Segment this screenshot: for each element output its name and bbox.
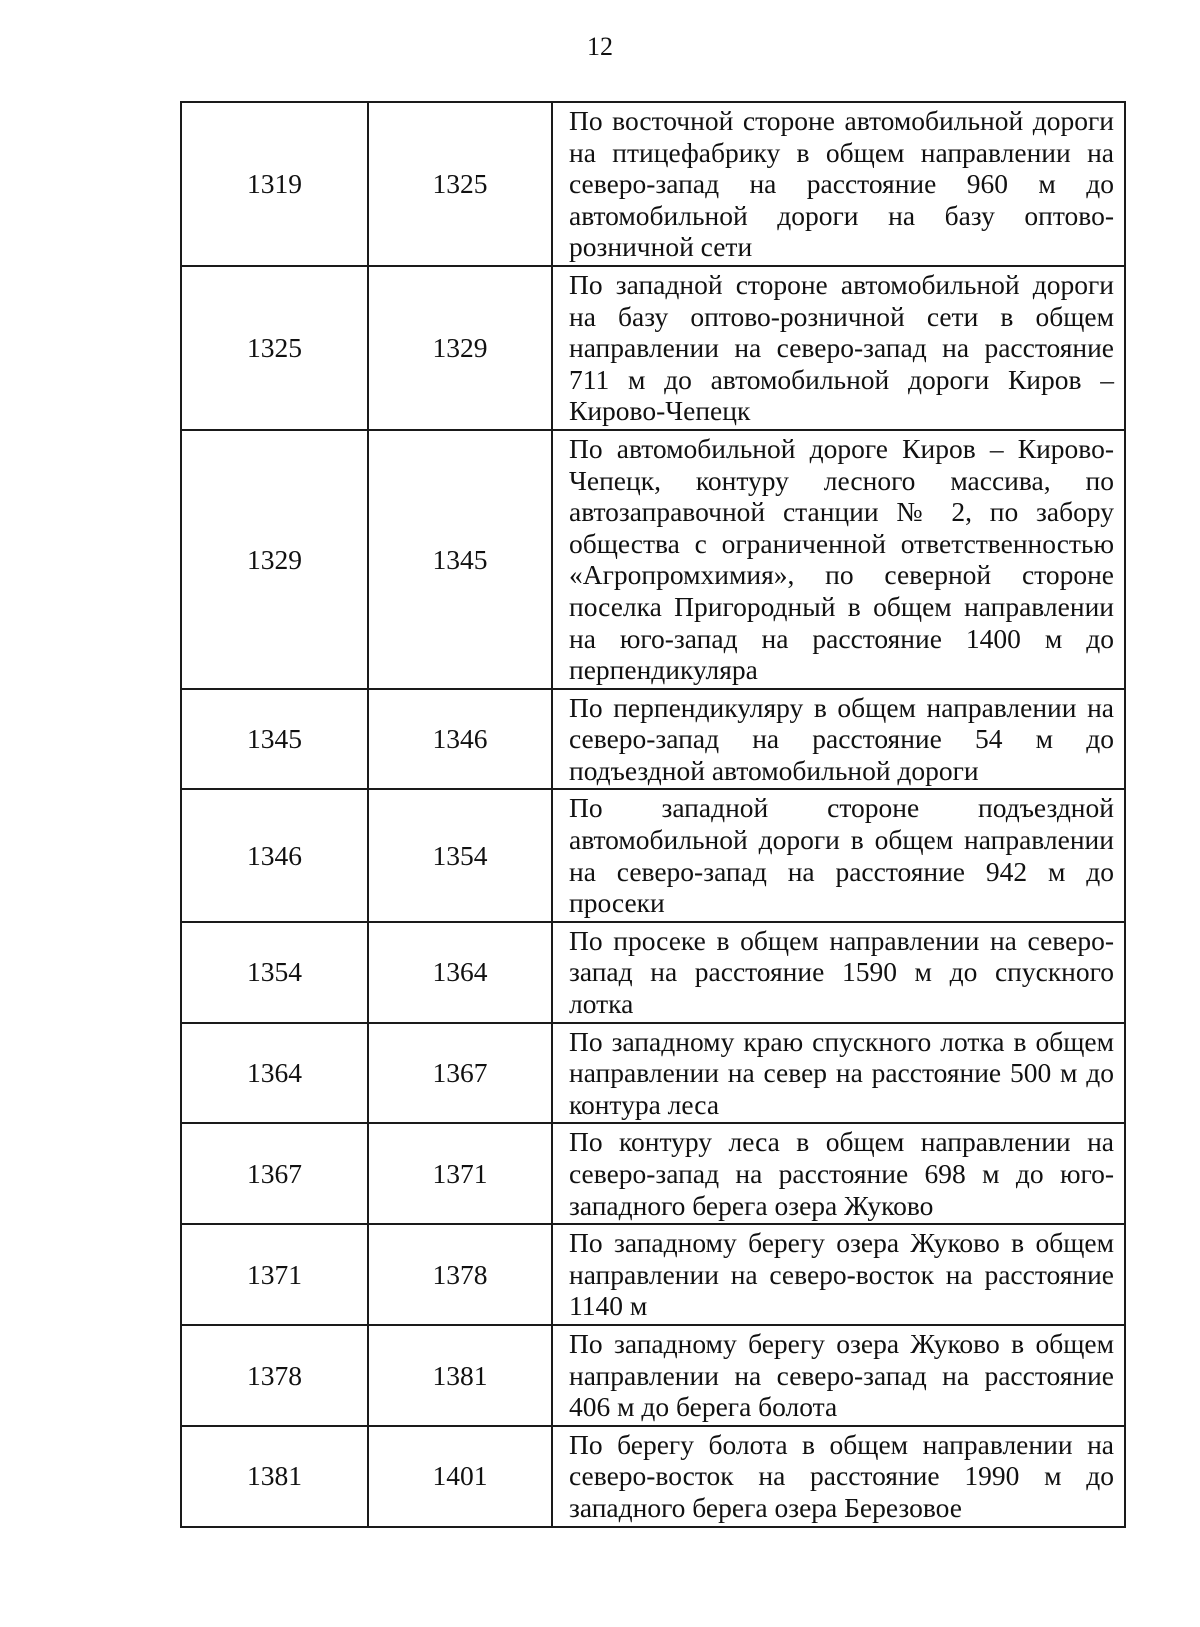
- to-point-cell: 1354: [368, 789, 552, 921]
- table-row: [181, 789, 1125, 921]
- description-cell: По западному берегу озера Жуково в общем направлении на северо-восток на расстояние 1140 м: [552, 1224, 1125, 1325]
- from-point-cell: 1319: [181, 102, 368, 266]
- table-row: [181, 430, 1125, 689]
- table-row: [181, 1426, 1125, 1527]
- table-row: [181, 1023, 1125, 1124]
- from-point-cell: 1346: [181, 789, 368, 921]
- description-cell: По западной стороне подъездной автомобильной дороги в общем направлении на северо-запад на расстояние 942 м до просеки: [552, 789, 1125, 921]
- from-point-cell: 1381: [181, 1426, 368, 1527]
- description-cell: По перпендикуляру в общем направлении на северо-запад на расстояние 54 м до подъездной автомобильной дороги: [552, 689, 1125, 790]
- table-row: [181, 102, 1125, 266]
- to-point-cell: 1329: [368, 266, 552, 430]
- from-point-cell: 1371: [181, 1224, 368, 1325]
- from-point-cell: 1329: [181, 430, 368, 689]
- description-cell: По западному берегу озера Жуково в общем направлении на северо-запад на расстояние 406 м до берега болота: [552, 1325, 1125, 1426]
- to-point-cell: 1346: [368, 689, 552, 790]
- to-point-cell: 1401: [368, 1426, 552, 1527]
- page-number: 12: [587, 32, 613, 61]
- to-point-cell: 1371: [368, 1123, 552, 1224]
- boundary-description-table: [180, 101, 1126, 1528]
- table-row: [181, 1224, 1125, 1325]
- description-cell: По берегу болота в общем направлении на северо-восток на расстояние 1990 м до западного берега озера Березовое: [552, 1426, 1125, 1527]
- description-cell: По западной стороне автомобильной дороги на базу оптово-розничной сети в общем направлении на северо-запад на расстояние 711 м до автомобильной дороги Киров – Кирово-Чепецк: [552, 266, 1125, 430]
- table-row: [181, 1325, 1125, 1426]
- to-point-cell: 1345: [368, 430, 552, 689]
- description-cell: По восточной стороне автомобильной дороги на птицефабрику в общем направлении на северо-запад на расстояние 960 м до автомобильной дороги на базу оптово-розничной сети: [552, 102, 1125, 266]
- description-cell: По западному краю спускного лотка в общем направлении на север на расстояние 500 м до контура леса: [552, 1023, 1125, 1124]
- description-cell: По контуру леса в общем направлении на северо-запад на расстояние 698 м до юго-западного берега озера Жуково: [552, 1123, 1125, 1224]
- description-cell: По автомобильной дороге Киров – Кирово-Чепецк, контуру лесного массива, по автозаправочной станции № 2, по забору общества с ограниченной ответственностью «Агропромхимия», по северной стороне поселка Пригородный в общем направлении на юго-запад на расстояние 1400 м до перпендикуляра: [552, 430, 1125, 689]
- table-row: [181, 266, 1125, 430]
- table-row: [181, 922, 1125, 1023]
- to-point-cell: 1367: [368, 1023, 552, 1124]
- from-point-cell: 1367: [181, 1123, 368, 1224]
- from-point-cell: 1364: [181, 1023, 368, 1124]
- from-point-cell: 1345: [181, 689, 368, 790]
- to-point-cell: 1364: [368, 922, 552, 1023]
- from-point-cell: 1354: [181, 922, 368, 1023]
- from-point-cell: 1325: [181, 266, 368, 430]
- to-point-cell: 1325: [368, 102, 552, 266]
- description-cell: По просеке в общем направлении на северо-запад на расстояние 1590 м до спускного лотка: [552, 922, 1125, 1023]
- table-row: [181, 689, 1125, 790]
- to-point-cell: 1378: [368, 1224, 552, 1325]
- to-point-cell: 1381: [368, 1325, 552, 1426]
- from-point-cell: 1378: [181, 1325, 368, 1426]
- table-row: [181, 1123, 1125, 1224]
